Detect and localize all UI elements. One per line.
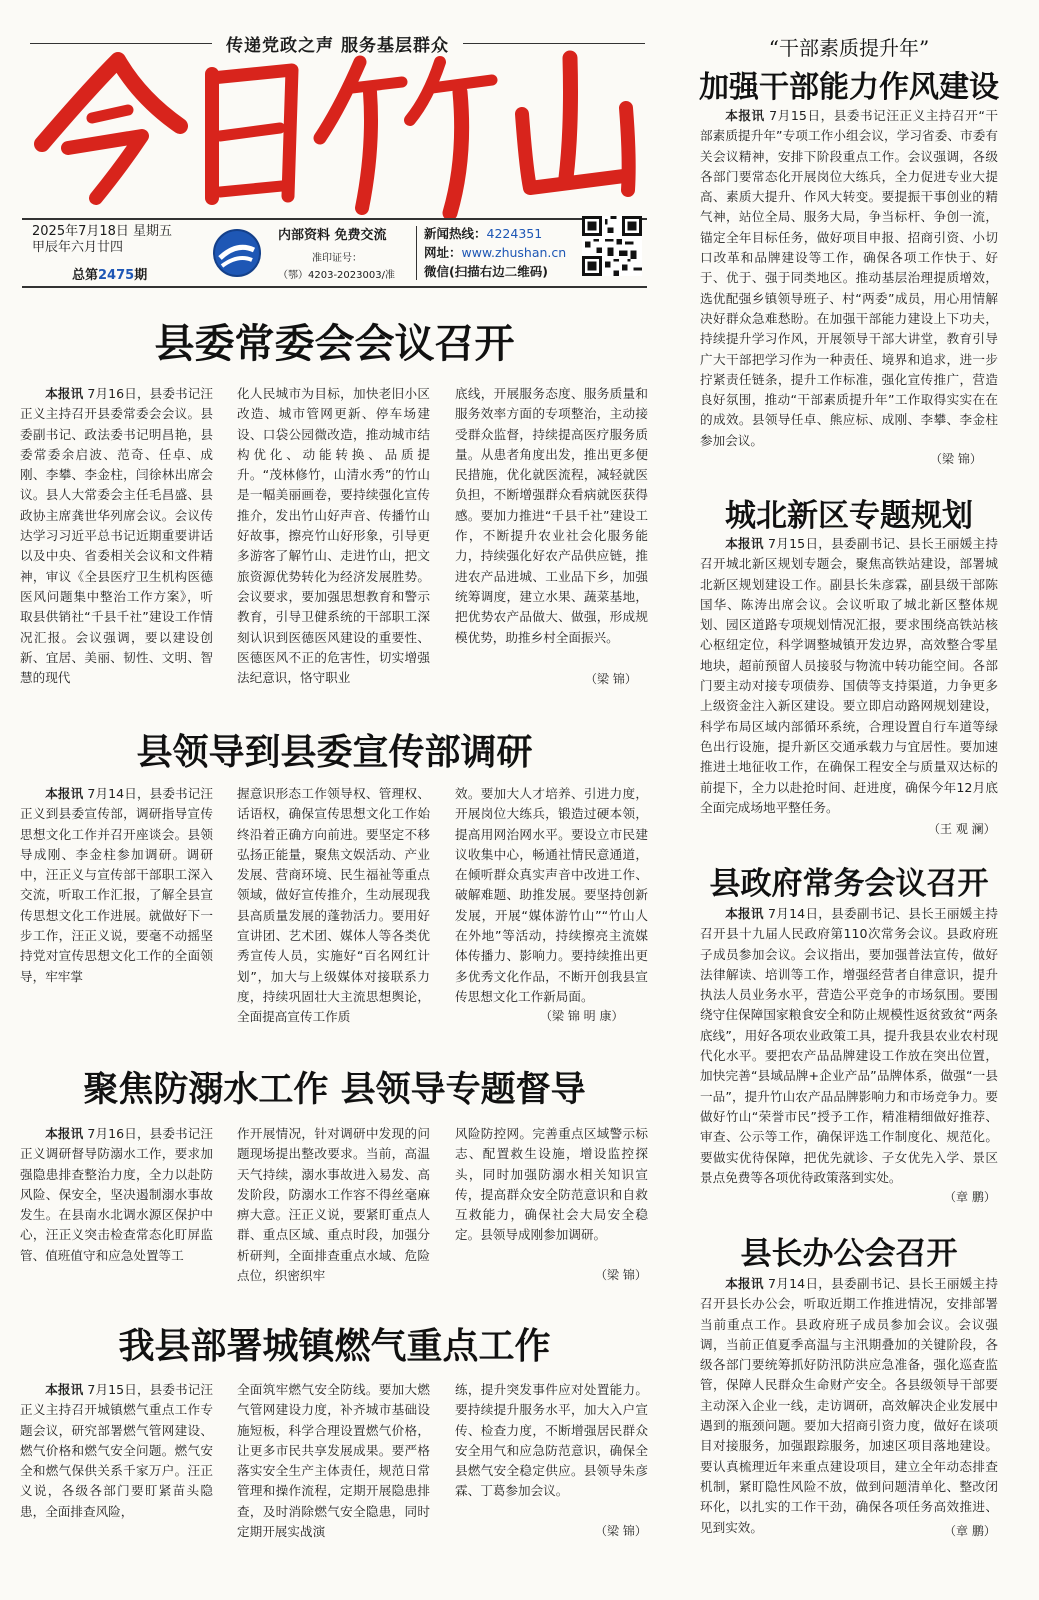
headline-standing-committee: 县委常委会会议召开 [154,320,515,367]
issue-number-value: 2475 [98,268,135,283]
paragraph: 练，提升突发事件应对处置能力。要持续提升服务水平，加大入户宣传、检查力度，不断增强居民群众安全用气和应急防范意识，确保全县燃气安全稳定供应。县领导朱彦霖、丁葛参加会议。 [455,1382,648,1499]
subtitle-cadre-year: “干部素质提升年” [768,36,930,60]
headline-gas-work: 我县部署城镇燃气重点工作 [118,1325,551,1367]
paragraph: 本报讯 7月14日，县委书记汪正义到县委宣传部，调研指导宣传思想文化工作并召开座谈会。县领导成刚、李金柱参加调研。调研中，汪正义与宣传部干部职工深入交流，听取工作汇报，了解全县宣传思想文化工作进展。就做好下一步工作，汪正义说，要毫不动摇坚持党对宣传思想文化工作的全面领导，牢牢掌 [20,786,213,984]
wechat-qr-code-icon[interactable] [582,216,642,276]
masthead-info-bar [22,218,647,288]
dateline-lead: 本报讯 [725,906,764,921]
paragraph: 本报讯 7月16日，县委书记汪正义调研督导防溺水工作，要求加强隐患排查整治力度，全力以赴防风险、保安全，坚决遏制溺水事故发生。在县南水北调水源区保护中心，汪正义突击检查常态化盯屏监管、值班值守和应急处置等工 [20,1126,213,1263]
headline-county-head-meeting: 县长办公会召开 [740,1236,958,1272]
article-government-body [700,904,998,1208]
paragraph: 效。要加大人才培养、引进力度，开展岗位大练兵，锻造过硬本领，提高用网治网水平。要设立市民建议收集中心，畅通社情民意通道，在倾听群众真实声音中改进工作、破解难题、助推发展。要坚持创新发展，开展“媒体游竹山”“竹山人在外地”等活动，持续擦亮主流媒体传播力、影响力。要持续推出更多优秀文化作品，不断开创我县宣传思想文化工作新局面。 [455,786,648,1004]
permit-label: 准印证号： [312,253,362,264]
paragraph: 本报讯 7月14日，县委副书记、县长王丽媛主持召开县十九届人民政府第110次常务会议。县政府班子成员参加会议。会议指出，要加强普法宣传，做好法律解读、培训等工作，增强经营者自律意识，提升执法人员业务水平，营造公平竞争的市场氛围。要围绕守住保障国家粮食安全和防止规模性返贫致贫“两条底线”，用好各项农业政策工具，提升我县农业农村现代化水平。要把农产品品牌建设工作放在突出位置，加快完善“县域品牌+企业产品”品牌体系，做强“一县一品”，提升竹山农产品品牌影响力和市场竞争力。要做好竹山“荣誉市民”授予工作，精准精细做好推荐、审查、公示等工作，确保评选工作制度化、规范化。要做实优待保障，把优先就诊、子女优先入学、景区景点免费等各项优待政策落到实处。 [700,906,998,1185]
hotline-row [424,224,584,243]
internal-label: 内部资料 免费交流 [278,228,387,243]
masthead-title [30,48,645,218]
headline-propaganda-visit: 县领导到县委宣传部调研 [136,731,533,773]
dateline-lead: 本报讯 [725,108,765,123]
article-propaganda-col3 [455,784,648,1008]
paragraph: 底线，开展服务态度、服务质量和服务效率方面的专项整治，主动接受群众监督，持续提高医疗服务质量。从患者角度出发，推出更多便民措施，优化就医流程，减轻就医负担，不断增强群众看病就医获得感。要加力推进“千县千社”建设工作，不断提升农业社会化服务能力，持续强化好农产品供应链，推进农产品进城、工业品下乡，加强统筹调度，建立水果、蔬菜基地，把优势农产品做大、做强，形成规模优势，助推乡村全面振兴。 [455,386,648,645]
byline: （梁 锦） [595,1524,647,1538]
byline: （梁 锦） [930,452,982,466]
paragraph: 本报讯 7月16日，县委书记汪正义主持召开县委常委会会议。县委副书记、政法委书记明昌艳，县委常委余启波、范奇、任卓、成刚、李攀、李金柱，闫徐林出席会议。县人大常委会主任毛昌盛、县政协主席龚世华列席会议。会议传达学习习近平总书记近期重要讲话以及中央、省委相关会议和文件精神，审议《全县医疗卫生机构医德医风问题集中整治工作方案》，听取县供销社“千县千社”建设工作情况汇报。会议强调，要以建设创新、宜居、美丽、韧性、文明、智慧的现代 [20,386,213,686]
article-propaganda-col1 [20,784,213,1028]
date-lunar: 甲辰年六月廿四 [32,240,124,255]
paragraph: 本报讯 7月14日，县委副书记、县长王丽媛主持召开县长办公会，听取近期工作推进情况，安排部署当前重点工作。县政府班子成员参加会议。会议强调，当前正值夏季高温与主汛期叠加的关键阶段，各级各部门要统筹抓好防汛防洪应急准备，强化巡查监管，保障人民群众生命财产安全。各县级领导干部要主动深入企业一线，走访调研，高效解决企业发展中遇到的瓶颈问题。要加大招商引资力度，做好在谈项目对接服务，加强跟踪服务，加速区项目落地建设。要认真梳理近年来重点建设项目，建立全年动态排查机制，紧盯隐性风险不放，做到问题清单化、整改闭环化，以扎实的工作干劲，确保各项任务高效推进、见到实效。 [700,1276,998,1535]
issue-date [32,224,172,256]
hotline-label: 新闻热线： [424,226,487,241]
paragraph: 本报讯 7月15日，县委副书记、县长王丽媛主持召开城北新区规划专题会，聚焦高铁站建设，部署城北新区规划建设工作。副县长朱彦霖，副县级干部陈国华、陈涛出席会议。会议听取了城北新区整体规划、园区道路专项规划情况汇报，要求围绕高铁站核心枢纽定位，科学调整城镇开发边界，高效整合零星地块，超前预留人员接驳与物流中转功能空间。各部门要主动对接专项债券、国债等支持渠道，力争更多上级资金注入新区建设。要立即启动路网规划建设，科学布局区域内部循环系统，合理设置自行车道等绿色出行设施，提升新区交通承载力与宜居性。要加速推进土地征收工作，在确保工程安全与质量双达标的前提下，全力以赴抢时间、赶进度，确保今年12月底全面完成场地平整任务。 [700,536,998,815]
issue-number [72,264,147,283]
headline-drowning-prevention: 聚焦防溺水工作 县领导专题督导 [83,1069,586,1110]
article-county-head-body [700,1274,998,1538]
byline: （梁 锦） [595,1268,647,1282]
paragraph: 本报讯 7月15日，县委书记汪正义主持召开城镇燃气重点工作专题会议，研究部署燃气管网建设、燃气价格和燃气安全问题。燃气安全和燃气保供关系千家万户。汪正义说，各级各部门要盯紧苗头隐患，全面排查风险， [20,1382,213,1519]
article-cadre-body [700,106,998,468]
headline-government-executive-meeting: 县政府常务会议召开 [709,866,989,902]
dateline-lead: 本报讯 [725,1276,764,1291]
paragraph: 化人民城市为目标，加快老旧小区改造、城市管网更新、停车场建设、口袋公园微改造，推动城市结构优化、动能转换、品质提升。“茂林修竹，山清水秀”的竹山是一幅美丽画卷，要持续强化宣传推介，发出竹山好声音、传播竹山好故事，擦亮竹山好形象，引导更多游客了解竹山、走进竹山，把文旅资源优势转化为经济发展胜势。会议要求，要加强思想教育和警示教育，引导卫健系统的干部职工深刻认识到医德医风建设的重要性、医德医风不正的危害性，切实增强法纪意识，恪守职业 [237,386,430,686]
byline: （梁 锦 明 康） [540,1009,624,1023]
website-row [424,243,584,262]
info-divider [416,226,417,280]
article-standing-committee-col3 [455,384,648,670]
headline-cadre-ability: 加强干部能力作风建设 [699,70,999,105]
paragraph: 全面筑牢燃气安全防线。要加大燃气管网建设力度，补齐城市基础设施短板，科学合理设置燃气价格，让更多市民共享发展成果。要严格落实安全生产主体责任，规范日常管理和操作流程，定期开展隐患排查，及时消除燃气安全隐患，同时定期开展实战演 [237,1382,430,1540]
byline: （章 鹏） [944,1524,996,1538]
article-gas-col2 [237,1380,430,1544]
byline: （王 观 澜） [928,822,996,836]
article-propaganda-col2 [237,784,430,1028]
dateline-lead: 本报讯 [45,1382,84,1397]
newspaper-emblem-icon [212,228,262,278]
slogan-rule-right [463,43,645,44]
paragraph: 风险防控网。完善重点区域警示标志、配置救生设施，增设监控探头，同时加强防溺水相关知识宣传，提高群众安全防范意识和自救互救能力，确保社会大局安全稳定。县领导成刚参加调研。 [455,1126,648,1243]
dateline-lead: 本报讯 [725,536,764,551]
wechat-label: 微信(扫描右边二维码) [424,264,548,279]
website-link[interactable]: www.zhushan.cn [461,245,567,260]
article-drowning-col2 [237,1124,430,1286]
permit-number: （鄂）4203-2023003/准 [278,270,395,281]
hotline-number: 4224351 [486,226,543,241]
byline: （梁 锦） [585,672,637,686]
dateline-lead: 本报讯 [45,386,84,401]
website-label: 网址： [424,245,462,260]
article-standing-committee-col1 [20,384,213,690]
article-drowning-col3 [455,1124,648,1266]
article-gas-col1 [20,1380,213,1544]
paragraph: 作开展情况，针对调研中发现的问题现场提出整改要求。当前，高温天气持续，溺水事故进入易发、高发阶段，防溺水工作容不得丝毫麻痹大意。汪正义说，要紧盯重点人群、重点区域、重点时段，加强分析研判，全面排查重点水域、危险点位，织密织牢 [237,1126,430,1284]
issue-suffix: 期 [134,268,148,283]
paragraph: 握意识形态工作领导权、管理权、话语权，确保宣传思想文化工作始终沿着正确方向前进。要坚定不移弘扬正能量，聚焦文娱活动、产业发展、营商环境、民生福祉等重点领域，做好宣传推介，生动展现我县高质量发展的蓬勃活力。要用好宣讲团、艺术团、媒体人等各类优秀宣传人员，实施好“百名网红计划”，加大与上级媒体对接联系力度，持续巩固壮大主流思想舆论，全面提高宣传工作质 [237,786,430,1025]
article-gas-col3 [455,1380,648,1522]
issue-prefix: 总第 [72,268,99,283]
masthead-slogan: 传递党政之声 服务基层群众 [226,35,449,56]
dateline-lead: 本报讯 [45,786,84,801]
contact-info [424,224,584,281]
article-chengbei-body [700,534,998,818]
internal-permit [278,224,428,281]
paragraph: 本报讯 7月15日，县委书记汪正义主持召开“干部素质提升年”专项工作小组会议，学习省委、市委有关会议精神，安排下阶段重点工作。会议强调，各级各部门要常态化开展岗位大练兵，全力促进专业大提高、素质大提升、作风大转变。要提振干事创业的精气神，站位全局、服务大局，争当标杆、争创一流，锚定全年目标任务，做好项目申报、招商引资、小切口改革和品牌建设等工作，确保各项工作快于、好于、优于、强于同类地区。推动基层治理提质增效，选优配强乡镇领导班子、村“两委”成员，用心用情解决好群众急难愁盼。在加强干部能力建设上下功夫，持续提升学习作风，开展领导干部大讲堂，教育引导广大干部把学习作为一种责任、境界和追求，进一步拧紧责任链条，提升工作标准，强化宣传推广，营造良好氛围，推动“干部素质提升年”工作取得实实在在的成效。县领导任卓、熊应标、成刚、李攀、李金柱参加会议。 [700,108,998,448]
article-drowning-col1 [20,1124,213,1286]
dateline-lead: 本报讯 [45,1126,84,1141]
headline-chengbei-planning: 城北新区专题规划 [725,498,973,534]
article-standing-committee-col2 [237,384,430,690]
byline: （章 鹏） [944,1190,996,1204]
slogan-rule-left [30,43,212,44]
date-gregorian: 2025年7月18日 星期五 [32,224,173,239]
calligraphy-title-logo [30,48,645,218]
